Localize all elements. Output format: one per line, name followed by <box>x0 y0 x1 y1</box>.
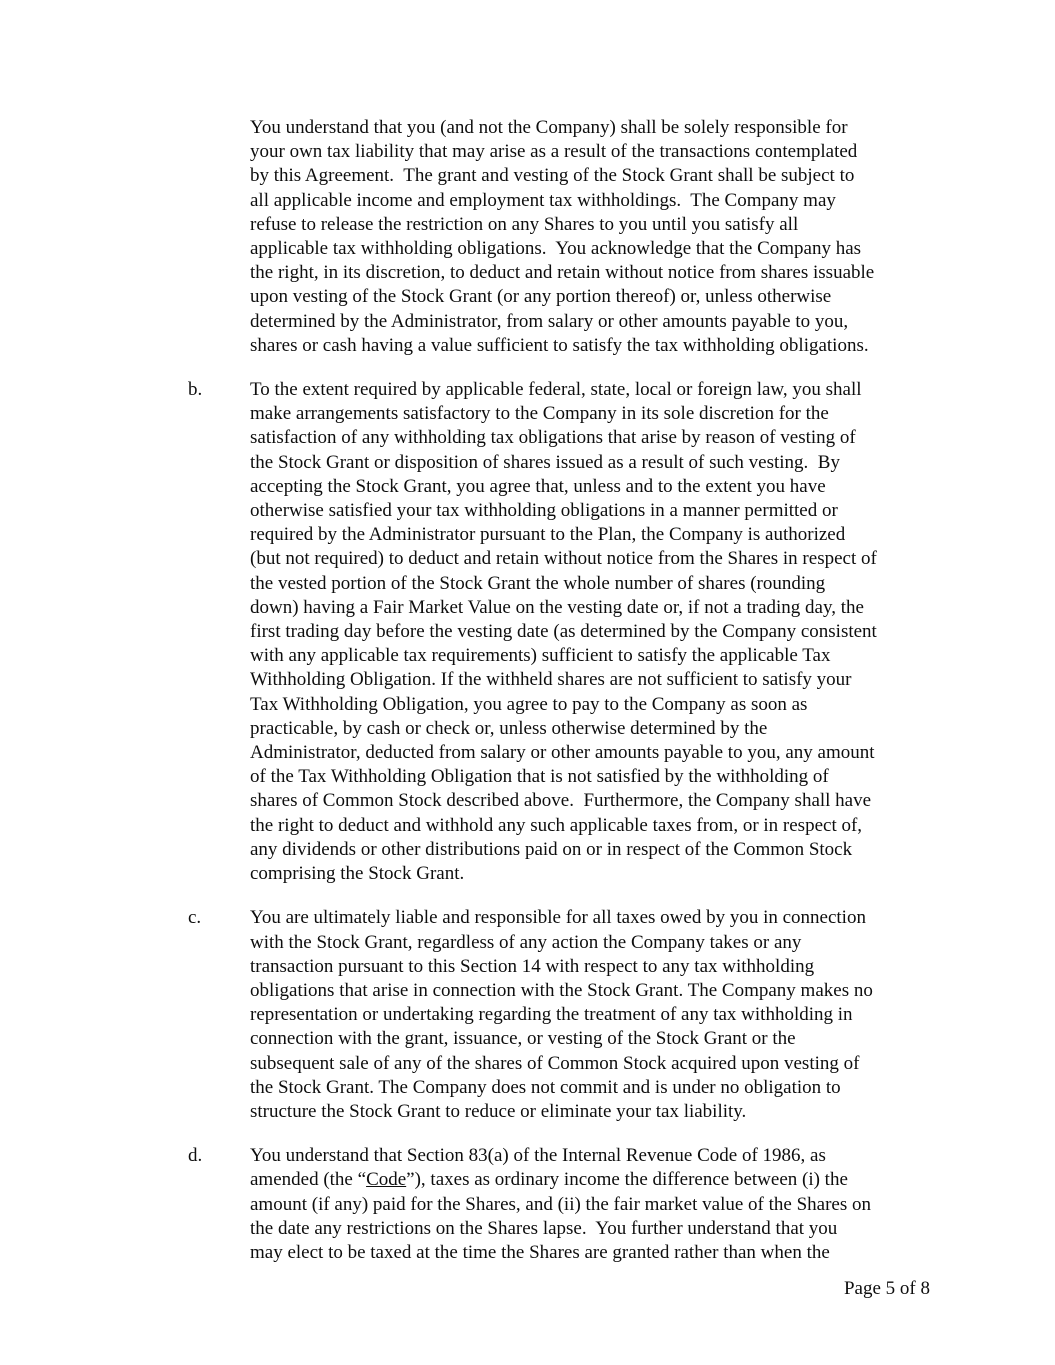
text-line: the Stock Grant or disposition of shares issued as a result of such vesting. By <box>250 451 840 473</box>
page-footer <box>844 1277 930 1301</box>
paragraph-body <box>250 378 948 886</box>
text-line: connection with the grant, issuance, or vesting of the Stock Grant or the <box>250 1028 796 1050</box>
text-line: the Stock Grant. The Company does not commit and is under no obligation to <box>250 1076 841 1098</box>
paragraph-label: b. <box>188 379 203 401</box>
text-line: representation or undertaking regarding the treatment of any tax withholding in <box>250 1004 853 1026</box>
text-line: subsequent sale of any of the shares of Common Stock acquired upon vesting of <box>250 1052 860 1074</box>
paragraph-label: c. <box>188 907 202 929</box>
text-line: (but not required) to deduct and retain without notice from the Shares in respect of <box>250 548 877 570</box>
paragraph <box>188 116 948 358</box>
text-line: refuse to release the restriction on any Shares to you until you satisfy all <box>250 213 799 235</box>
paragraph-body <box>250 116 948 358</box>
paragraph-list <box>188 116 948 1285</box>
text-line: may elect to be taxed at the time the Shares are granted rather than when the <box>250 1241 830 1263</box>
text-line: first trading day before the vesting date (as determined by the Company consistent <box>250 621 877 643</box>
text-line <box>250 1168 948 1192</box>
text-line: You are ultimately liable and responsible for all taxes owed by you in connection <box>250 907 866 929</box>
paragraph-body <box>250 1144 948 1265</box>
text-line: transaction pursuant to this Section 14 with respect to any tax withholding <box>250 955 815 977</box>
text-line: the right to deduct and withhold any such applicable taxes from, or in respect of, <box>250 814 863 836</box>
text-line: applicable tax withholding obligations. You acknowledge that the Company has <box>250 238 862 260</box>
text-segment: amended (the “ <box>250 1169 367 1191</box>
text-line: Administrator, deducted from salary or other amounts payable to you, any amount <box>250 742 875 764</box>
text-line: You understand that you (and not the Company) shall be solely responsible for <box>250 117 848 138</box>
page-number: Page 5 of 8 <box>843 1278 930 1299</box>
text-line: To the extent required by applicable federal, state, local or foreign law, you shall <box>250 379 862 401</box>
text-line: amount (if any) paid for the Shares, and (ii) the fair market value of the Shares on <box>250 1193 871 1215</box>
text-line: comprising the Stock Grant. <box>250 863 465 885</box>
text-line: You understand that Section 83(a) of the Internal Revenue Code of 1986, as <box>250 1145 826 1167</box>
paragraph <box>188 906 948 1124</box>
text-line: any dividends or other distributions paid on or in respect of the Common Stock <box>250 838 853 860</box>
paragraph <box>188 378 948 886</box>
text-line: with any applicable tax requirements) sufficient to satisfy the applicable Tax <box>250 645 831 667</box>
text-line: by this Agreement. The grant and vesting of the Stock Grant shall be subject to <box>250 165 855 187</box>
text-line: of the Tax Withholding Obligation that is not satisfied by the withholding of <box>250 766 829 788</box>
text-line: all applicable income and employment tax withholdings. The Company may <box>250 189 836 211</box>
text-line: structure the Stock Grant to reduce or eliminate your tax liability. <box>250 1100 747 1122</box>
defined-term-underlined: Code <box>366 1169 407 1191</box>
text-line: with the Stock Grant, regardless of any action the Company takes or any <box>250 931 802 953</box>
text-line: practicable, by cash or check or, unless otherwise determined by the <box>250 717 768 739</box>
text-line: otherwise satisfied your tax withholding obligations in a manner permitted or <box>250 500 838 522</box>
paragraph-label: d. <box>188 1145 203 1167</box>
text-segment: ”), taxes as ordinary income the difference between (i) the <box>406 1169 848 1191</box>
text-line: required by the Administrator pursuant to the Plan, the Company is authorized <box>250 524 846 546</box>
text-line: obligations that arise in connection with the Stock Grant. The Company makes no <box>250 979 873 1001</box>
text-line: the date any restrictions on the Shares lapse. You further understand that you <box>250 1217 838 1239</box>
text-line: shares or cash having a value sufficient to satisfy the tax withholding obligations. <box>250 334 869 356</box>
text-line: make arrangements satisfactory to the Company in its sole discretion for the <box>250 403 829 425</box>
text-line: the vested portion of the Stock Grant the whole number of shares (rounding <box>250 572 826 594</box>
text-line: satisfaction of any withholding tax obligations that arise by reason of vesting of <box>250 427 856 449</box>
text-line: your own tax liability that may arise as a result of the transactions contemplated <box>250 141 858 163</box>
text-line: Tax Withholding Obligation, you agree to pay to the Company as soon as <box>250 693 808 715</box>
text-line: determined by the Administrator, from salary or other amounts payable to you, <box>250 310 849 332</box>
text-line: Withholding Obligation. If the withheld shares are not sufficient to satisfy your <box>250 669 852 691</box>
text-line: down) having a Fair Market Value on the vesting date or, if not a trading day, the <box>250 596 864 618</box>
paragraph-body <box>250 906 948 1124</box>
text-line: shares of Common Stock described above. Furthermore, the Company shall have <box>250 790 872 812</box>
text-line: the right, in its discretion, to deduct and retain without notice from shares issuable <box>250 262 875 284</box>
text-line: upon vesting of the Stock Grant (or any portion thereof) or, unless otherwise <box>250 286 832 308</box>
text-line: accepting the Stock Grant, you agree that, unless and to the extent you have <box>250 475 826 497</box>
paragraph <box>188 1144 948 1265</box>
